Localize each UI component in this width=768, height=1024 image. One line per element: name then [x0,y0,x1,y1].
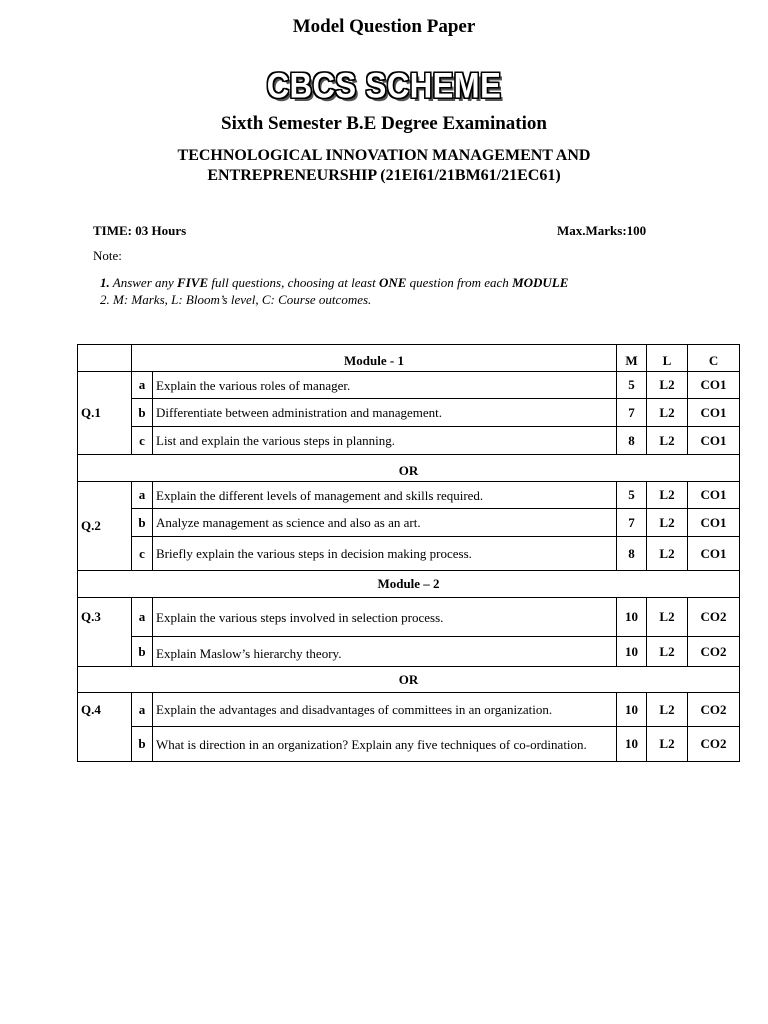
marks-cell: 7 [617,399,647,427]
level-cell: L2 [647,727,688,762]
outcome-cell: CO1 [688,537,740,571]
outcome-cell: CO2 [688,637,740,667]
question-text: Briefly explain the various steps in decision making process. [153,537,617,571]
instruction-1-five: FIVE [177,275,209,290]
question-number: Q.4 [78,693,132,762]
level-cell: L2 [647,637,688,667]
level-cell: L2 [647,509,688,537]
marks-cell: 7 [617,509,647,537]
marks-cell: 5 [617,482,647,509]
subject-line-2: ENTREPRENEURSHIP (21EI61/21BM61/21EC61) [207,167,561,184]
outcome-cell: CO2 [688,727,740,762]
sub-question-label: b [132,637,153,667]
level-column-header: L [647,345,688,372]
or-row [78,667,740,693]
module-1-heading: Module - 1 [132,345,617,372]
question-text: Explain the various steps involved in selection process. [153,598,617,637]
paper-title: Model Question Paper [292,16,476,37]
sub-question-label: b [132,727,153,762]
table-row [78,637,740,667]
marks-cell: 8 [617,427,647,455]
marks-cell: 8 [617,537,647,571]
level-cell: L2 [647,693,688,727]
table-row [78,509,740,537]
outcome-cell: CO1 [688,482,740,509]
note-label: Note: [93,248,122,263]
subject-heading [0,146,768,186]
question-text: Analyze management as science and also as an art. [153,509,617,537]
table-row [78,399,740,427]
scheme-logo-text: CBCS SCHEME [266,65,502,106]
question-text: Explain the different levels of management and skills required. [153,482,617,509]
table-row [78,537,740,571]
module-2-header-row [78,571,740,598]
or-row [78,455,740,482]
sub-question-label: a [132,693,153,727]
outcome-cell: CO1 [688,372,740,399]
instruction-1-part-e: question from each [406,275,513,290]
marks-cell: 5 [617,372,647,399]
sub-question-label: c [132,427,153,455]
or-divider: OR [78,455,740,482]
instruction-1 [100,275,568,291]
instruction-2 [100,292,371,308]
marks-cell: 10 [617,598,647,637]
table-row [78,482,740,509]
marks-column-header: M [617,345,647,372]
marks-cell: 10 [617,693,647,727]
level-cell: L2 [647,372,688,399]
instruction-1-one: ONE [378,275,407,290]
instruction-2-text: M: Marks, L: Bloom’s level, C: Course outcomes. [113,292,372,307]
instruction-1-part-a: Answer any [112,275,178,290]
question-table [77,344,740,762]
sub-question-label: b [132,399,153,427]
outcome-column-header: C [688,345,740,372]
question-text: What is direction in an organization? Explain any five techniques of co-ordination. [153,727,617,762]
level-cell: L2 [647,598,688,637]
table-row [78,598,740,637]
table-row [78,427,740,455]
level-cell: L2 [647,482,688,509]
question-number: Q.2 [78,482,132,571]
module-1-header-row [78,345,740,372]
instruction-1-part-c: full questions, choosing at least [208,275,379,290]
outcome-cell: CO1 [688,427,740,455]
outcome-cell: CO1 [688,399,740,427]
instruction-2-number: 2. [100,292,110,307]
instruction-1-number: 1. [100,275,110,290]
outcome-cell: CO1 [688,509,740,537]
sub-question-label: c [132,537,153,571]
marks-cell: 10 [617,637,647,667]
question-text: Explain the various roles of manager. [153,372,617,399]
subject-line-1: TECHNOLOGICAL INNOVATION MANAGEMENT AND [177,147,591,164]
instruction-1-module: MODULE [512,275,569,290]
max-marks: Max.Marks:100 [557,223,647,238]
table-row [78,727,740,762]
level-cell: L2 [647,427,688,455]
exam-time: TIME: 03 Hours [93,223,187,238]
module-2-heading: Module – 2 [78,571,740,598]
scheme-banner [0,65,768,106]
or-divider: OR [78,667,740,693]
marks-cell: 10 [617,727,647,762]
level-cell: L2 [647,537,688,571]
table-row [78,693,740,727]
question-text: Explain the advantages and disadvantages of committees in an organization. [153,693,617,727]
question-text: Explain Maslow’s hierarchy theory. [153,637,617,667]
question-text: Differentiate between administration and management. [153,399,617,427]
level-cell: L2 [647,399,688,427]
outcome-cell: CO2 [688,693,740,727]
corner-cell [78,345,132,372]
sub-question-label: b [132,509,153,537]
question-number: Q.3 [78,598,132,667]
sub-question-label: a [132,372,153,399]
outcome-cell: CO2 [688,598,740,637]
sub-question-label: a [132,482,153,509]
table-row [78,372,740,399]
question-number: Q.1 [78,372,132,455]
question-text: List and explain the various steps in planning. [153,427,617,455]
sub-question-label: a [132,598,153,637]
semester-heading: Sixth Semester B.E Degree Examination [221,113,547,134]
